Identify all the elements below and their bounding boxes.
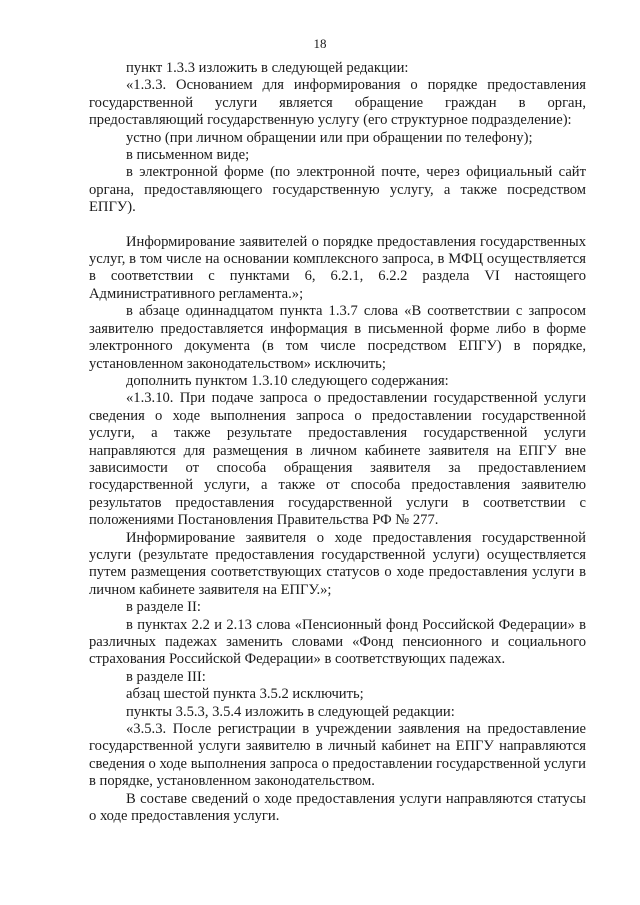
paragraph-add-1-3-10: дополнить пунктом 1.3.10 следующего содержания: — [126, 372, 449, 389]
paragraph-item-3-5-3-text: «3.5.3. После регистрации в учреждении заявления на предоставление государственной услуги заявителю в личный кабинет на ЕПГУ направляются сведения о ходе выполнения запроса о предоставлении государственной услуги в порядке, установленном законодательством. — [89, 721, 586, 790]
paragraph-item-3-5-2: абзац шестой пункта 3.5.2 исключить; — [126, 686, 364, 703]
paragraph-section-3: в разделе III: — [126, 668, 206, 685]
document-body — [89, 60, 586, 825]
paragraph-informing-applicant: Информирование заявителя о ходе предоставления государственной услуги (результате предоставления государственной услуги) осуществляется путем размещения соответствующих статусов о ходе предоставления услуги в личном кабинете заявителя на ЕПГУ.»; — [89, 529, 586, 598]
paragraph-item-1-3-10-text: «1.3.10. При подаче запроса о предоставлении государственной услуги сведения о ходе выполнения запроса о предоставлении государственной услуги, а также результате предоставления государственной услуги направляются для размещения в личном кабинете заявителя на ЕПГУ вне зависимости от способа обращения заявителя за предоставлением государственной услуги, а также от способа предоставления заявителю результатов предоставления государственной услуги в соответствии с положениями Постановления Правительства РФ № 277. — [89, 390, 586, 529]
paragraph-mfc-informing: Информирование заявителей о порядке предоставления государственных услуг, в том числе на основании комплексного запроса, в МФЦ осуществляется в соответствии с пунктами 6, 6.2.1, 6.2.2 раздела VI настоящего Административного регламента.»; — [89, 233, 586, 302]
page-number: 18 — [313, 36, 327, 51]
paragraph-items-2-2-2-13: в пунктах 2.2 и 2.13 слова «Пенсионный фонд Российской Федерации» в различных падежах заменить словами «Фонд пенсионного и социального страхования Российской Федерации» в соответствующих падежах. — [89, 616, 586, 668]
paragraph-written: в письменном виде; — [126, 147, 250, 164]
paragraph-statuses: В составе сведений о ходе предоставления услуги направляются статусы о ходе предоставления услуги. — [89, 790, 586, 825]
paragraph-item-1-3-3-intro: пункт 1.3.3 изложить в следующей редакции: — [126, 60, 409, 76]
paragraph-items-3-5-3-3-5-4: пункты 3.5.3, 3.5.4 изложить в следующей редакции: — [126, 703, 455, 720]
paragraph-section-2: в разделе II: — [126, 599, 201, 616]
paragraph-item-1-3-7: в абзаце одиннадцатом пункта 1.3.7 слова «В соответствии с запросом заявителю предоставляется информация в письменной форме либо в форме электронного документа (в том числе посредством ЕПГУ) в порядке, установленном законодательством» исключить; — [89, 303, 586, 372]
paragraph-item-1-3-3-text: «1.3.3. Основанием для информирования о порядке предоставления государственной услуги является обращение граждан в орган, предоставляющий государственную услугу (его структурное подразделение): — [89, 77, 586, 129]
paragraph-oral: устно (при личном обращении или при обращении по телефону); — [126, 129, 533, 146]
paragraph-electronic: в электронной форме (по электронной почте, через официальный сайт органа, предоставляющего государственную услугу, а также посредством ЕПГУ). — [89, 164, 586, 216]
